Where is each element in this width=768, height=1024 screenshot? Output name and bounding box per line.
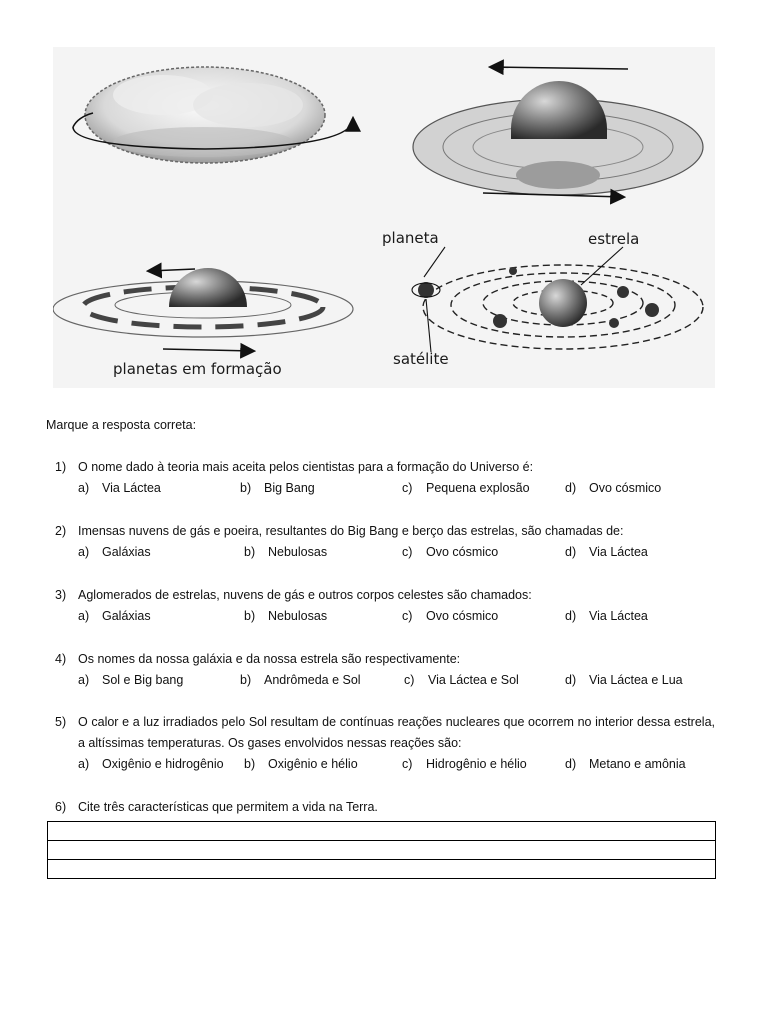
option-d[interactable]: d) Via Láctea <box>565 545 648 559</box>
option-a[interactable]: a) Galáxias <box>78 545 151 559</box>
options <box>78 670 715 691</box>
question-number: 6) <box>55 800 67 814</box>
option-b[interactable]: b) Nebulosas <box>244 545 328 559</box>
question-1 <box>55 457 715 499</box>
question-5 <box>55 712 715 775</box>
question-stem: O calor e a luz irradiados pelo Sol resultam de contínuas reações nucleares que ocorrem no interior dessa estrela, a altíssimas temperaturas. Os gases envolvidos nessas reações são: <box>78 715 715 750</box>
solar-system-formation-illustration <box>53 47 715 388</box>
nebula-cloud <box>73 67 353 163</box>
option-b[interactable]: b) Oxigênio e hélio <box>244 757 358 771</box>
options <box>78 606 715 627</box>
option-c[interactable]: c) Pequena explosão <box>402 481 530 495</box>
option-a[interactable]: a) Sol e Big bang <box>78 673 184 687</box>
option-c[interactable]: c) Via Láctea e Sol <box>404 673 519 687</box>
question-3 <box>55 585 715 627</box>
answer-line-2[interactable] <box>48 841 716 860</box>
option-d[interactable]: d) Ovo cósmico <box>565 481 662 495</box>
planets-forming <box>53 268 353 351</box>
option-a[interactable]: a) Galáxias <box>78 609 151 623</box>
question-6 <box>55 797 715 818</box>
label-satelite: satélite <box>393 350 449 368</box>
question-stem: Os nomes da nossa galáxia e da nossa estrela são respectivamente: <box>78 652 461 666</box>
option-b[interactable]: b) Big Bang <box>240 481 315 495</box>
option-a[interactable]: a) Via Láctea <box>78 481 161 495</box>
illustration-drawing <box>53 47 715 388</box>
question-stem: Aglomerados de estrelas, nuvens de gás e outros corpos celestes são chamados: <box>78 588 532 602</box>
options <box>78 478 715 499</box>
answer-line-3[interactable] <box>48 860 716 879</box>
label-estrela: estrela <box>588 230 640 248</box>
option-c[interactable]: c) Ovo cósmico <box>402 609 499 623</box>
option-d[interactable]: d) Metano e amônia <box>565 757 686 771</box>
option-d[interactable]: d) Via Láctea e Lua <box>565 673 683 687</box>
question-number: 5) <box>55 715 67 729</box>
option-d[interactable]: d) Via Láctea <box>565 609 648 623</box>
option-b[interactable]: b) Andrômeda e Sol <box>240 673 361 687</box>
question-stem: O nome dado à teoria mais aceita pelos cientistas para a formação do Universo é: <box>78 460 534 474</box>
instructions: Marque a resposta correta: <box>46 418 197 432</box>
solar-system <box>412 247 703 352</box>
option-c[interactable]: c) Ovo cósmico <box>402 545 499 559</box>
question-number: 2) <box>55 524 67 538</box>
question-stem: Imensas nuvens de gás e poeira, resultantes do Big Bang e berço das estrelas, são chamadas de: <box>78 524 624 538</box>
options <box>78 754 715 775</box>
question-number: 4) <box>55 652 67 666</box>
option-a[interactable]: a) Oxigênio e hidrogênio <box>78 757 224 771</box>
answer-lines <box>47 821 716 879</box>
question-4 <box>55 649 715 691</box>
protostar-disk <box>413 67 703 197</box>
question-number: 3) <box>55 588 67 602</box>
option-c[interactable]: c) Hidrogênio e hélio <box>402 757 527 771</box>
option-b[interactable]: b) Nebulosas <box>244 609 328 623</box>
answer-line-1[interactable] <box>48 822 716 841</box>
question-2 <box>55 521 715 563</box>
label-planeta: planeta <box>382 229 439 247</box>
label-planetas-em-formacao: planetas em formação <box>113 360 282 378</box>
options <box>78 542 715 563</box>
question-stem: Cite três características que permitem a vida na Terra. <box>78 800 378 814</box>
question-number: 1) <box>55 460 67 474</box>
